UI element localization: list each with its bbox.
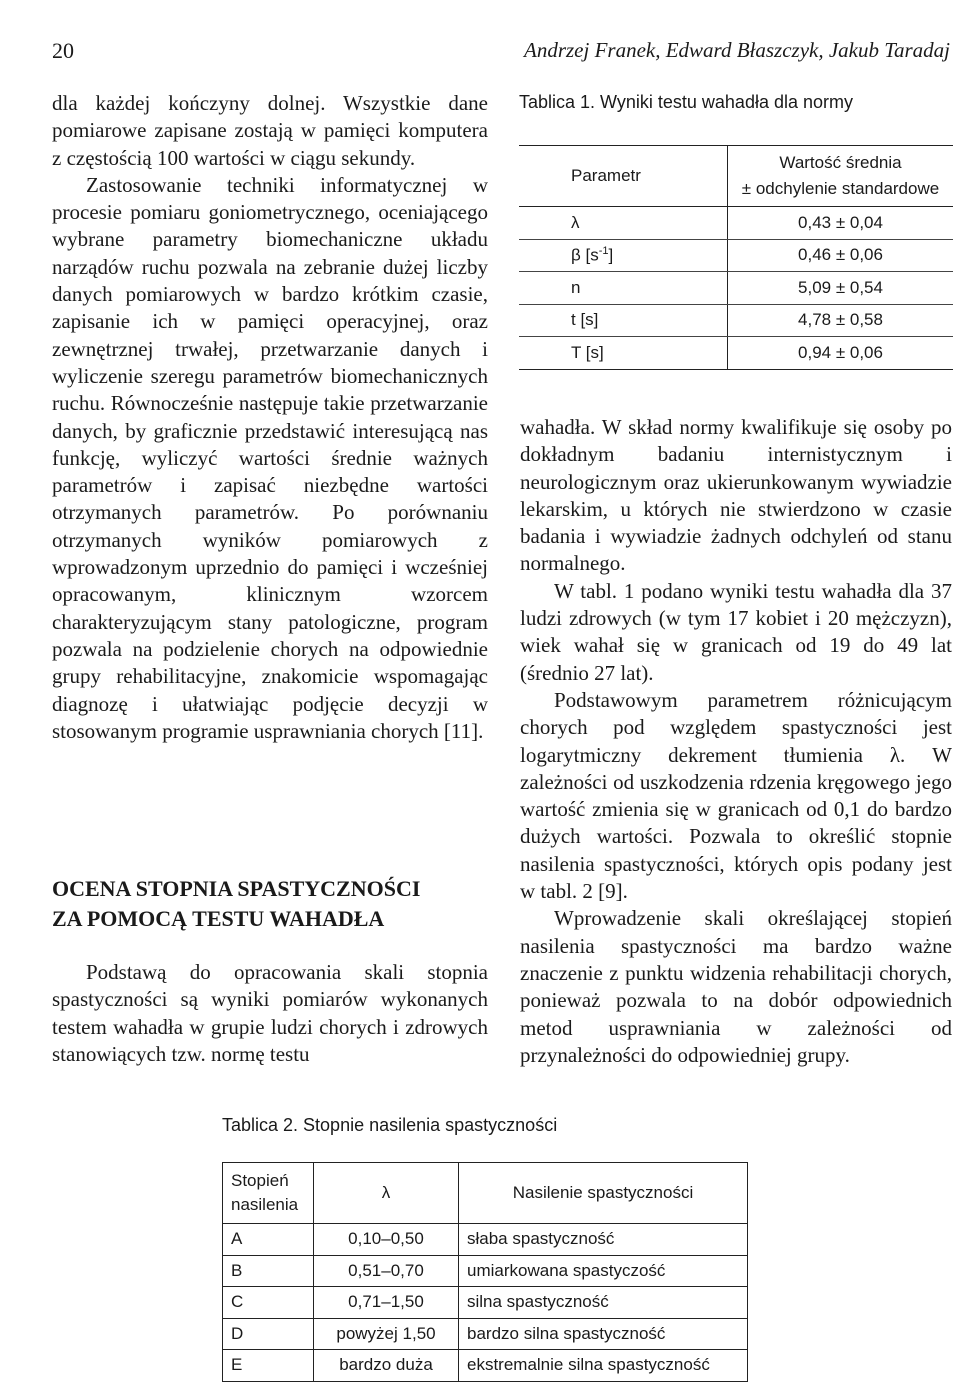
table-cell-severity: silna spastyczność <box>459 1287 748 1319</box>
table-cell-degree: B <box>223 1255 314 1287</box>
table-row <box>519 304 953 337</box>
left-column <box>52 90 488 745</box>
table-cell-severity: ekstremalnie silna spastyczność <box>459 1350 748 1382</box>
right-column <box>520 414 952 1069</box>
table-header-row <box>519 146 953 207</box>
table-cell-degree: C <box>223 1287 314 1319</box>
table-cell-lambda: bardzo duża <box>314 1350 459 1382</box>
body-paragraph: Zastosowanie techniki informatycznej w procesie pomiaru goniometrycznego, oceniającego wybrane parametry biomechaniczne układu narządów ruchu pozwala na zebranie dużej liczby danych pomiarowych w bardzo krótkim czasie, zapisanie ich w pamięci operacyjnej, oraz zewnętrznej trwałej, przetwarzanie danych i wyliczenie szeregu parametrów biomechanicznych ruchu. Równocześnie następuje takie przetwarzanie danych, by graficznie przedstawić interesującą nas funkcję, wyliczyć wartości średnie ważnych parametrów i zapisać niezbędne wartości otrzymanych parametrów. Po porównaniu otrzymanych wyników pomiarowych z wprowadzonym uprzednio do pamięci i wcześniej opracowanym, klinicznym wzorcem charakteryzującym stany patologiczne, program pozwala na podzielenie chorych na odpowiednie grupy rehabilitacyjne, znakomicie wspomagając diagnozę i ułatwiając podjęcie decyzji w stosowanym programie usprawniania chorych [11]. <box>52 172 488 743</box>
header-degree-line: nasilenia <box>231 1195 299 1214</box>
table-cell-lambda: 0,51–0,70 <box>314 1255 459 1287</box>
running-head-authors: Andrzej Franek, Edward Błaszczyk, Jakub Taradaj <box>524 38 950 62</box>
table1-results <box>519 145 953 370</box>
table-row <box>519 272 953 305</box>
table-header-cell: Nasilenie spastyczności <box>459 1163 748 1224</box>
table-row <box>519 337 953 370</box>
table-cell-param: T [s] <box>519 337 728 370</box>
header-value-line: ± odchylenie standardowe <box>741 179 940 198</box>
table-row <box>223 1224 748 1256</box>
table2-spasticity-degrees <box>222 1162 748 1382</box>
table-row <box>223 1318 748 1350</box>
page-number: 20 <box>52 38 74 63</box>
table-header-cell: Parametr <box>519 146 728 207</box>
table1-caption: Tablica 1. Wyniki testu wahadła dla normy <box>519 92 853 112</box>
table-cell-param: λ <box>519 207 728 240</box>
table-header-cell <box>728 146 954 207</box>
body-paragraph: Wprowadzenie skali określającej stopień nasilenia spastyczności ma bardzo ważne znaczenie z punktu widzenia rehabilitacji chorych, ponieważ pozwala to na dobór odpowiednich metod usprawniania w zależności od przynależności do odpowiedniej grupy. <box>520 906 952 1067</box>
table-header-row <box>223 1163 748 1224</box>
table-cell-severity: umiarkowana spastyczość <box>459 1255 748 1287</box>
table-row <box>519 207 953 240</box>
table-cell-param: n <box>519 272 728 305</box>
table-header-cell: λ <box>314 1163 459 1224</box>
table-cell-value: 0,46 ± 0,06 <box>728 239 954 272</box>
table-cell-param: β $[s^{-1}]$ <box>519 239 728 272</box>
body-paragraph: wahadła. W skład normy kwalifikuje się osoby po dokładnym badaniu internistycznym i neurologicznym oraz ukierunkowanym wywiadzie lekarskim, u których nie stwierdzono w czasie badania i wywiadzie żadnych odchyleń od stanu normalnego. <box>520 415 952 576</box>
table-cell-degree: E <box>223 1350 314 1382</box>
table-cell-lambda: 0,10–0,50 <box>314 1224 459 1256</box>
section-intro <box>52 959 488 1068</box>
header-value-line: Wartość średnia <box>779 153 902 172</box>
section-heading-line: ZA POMOCĄ TESTU WAHADŁA <box>52 906 385 931</box>
table-cell-value: 5,09 ± 0,54 <box>728 272 954 305</box>
table-cell-value: 0,43 ± 0,04 <box>728 207 954 240</box>
table-cell-severity: słaba spastyczność <box>459 1224 748 1256</box>
section-heading <box>52 874 488 934</box>
table-cell-degree: A <box>223 1224 314 1256</box>
table-cell-value: 4,78 ± 0,58 <box>728 304 954 337</box>
table-cell-value: 0,94 ± 0,06 <box>728 337 954 370</box>
table-row <box>223 1287 748 1319</box>
body-paragraph: W tabl. 1 podano wyniki testu wahadła dla 37 ludzi zdrowych (w tym 17 kobiet i 20 mężczyzn), wiek wahał się w granicach od 19 do 49 lat (średnio 27 lat). <box>520 578 952 685</box>
body-paragraph: Podstawowym parametrem różnicującym chorych pod względem spastyczności jest logarytmiczny dekrement tłumienia λ. W zależności od uszkodzenia rdzenia kręgowego jego wartość zmienia się w granicach od 0,1 do bardzo dużych wartości. Pozwala to określić stopnie nasilenia spastyczności, których opis podany jest w tabl. 2 [9]. <box>520 687 952 904</box>
table-cell-degree: D <box>223 1318 314 1350</box>
table2-caption: Tablica 2. Stopnie nasilenia spastyczności <box>222 1115 558 1135</box>
header-degree-line: Stopień <box>231 1171 289 1190</box>
table-cell-param: t [s] <box>519 304 728 337</box>
table-header-cell <box>223 1163 314 1224</box>
table-row <box>223 1350 748 1382</box>
section-heading-line: OCENA STOPNIA SPASTYCZNOŚCI <box>52 876 421 901</box>
body-paragraph: dla każdej kończyny dolnej. Wszystkie dane pomiarowe zapisane zostają w pamięci komputera z częstością 100 wartości w ciągu sekundy. <box>52 91 488 170</box>
body-paragraph: Podstawą do opracowania skali stopnia spastyczności są wyniki pomiarów wykonanych testem wahadła w grupie ludzi chorych i zdrowych stanowiących tzw. normę testu <box>52 960 488 1066</box>
table-cell-lambda: 0,71–1,50 <box>314 1287 459 1319</box>
table-row <box>519 239 953 272</box>
table-row <box>223 1255 748 1287</box>
table-cell-lambda: powyżej 1,50 <box>314 1318 459 1350</box>
table-cell-severity: bardzo silna spastyczność <box>459 1318 748 1350</box>
